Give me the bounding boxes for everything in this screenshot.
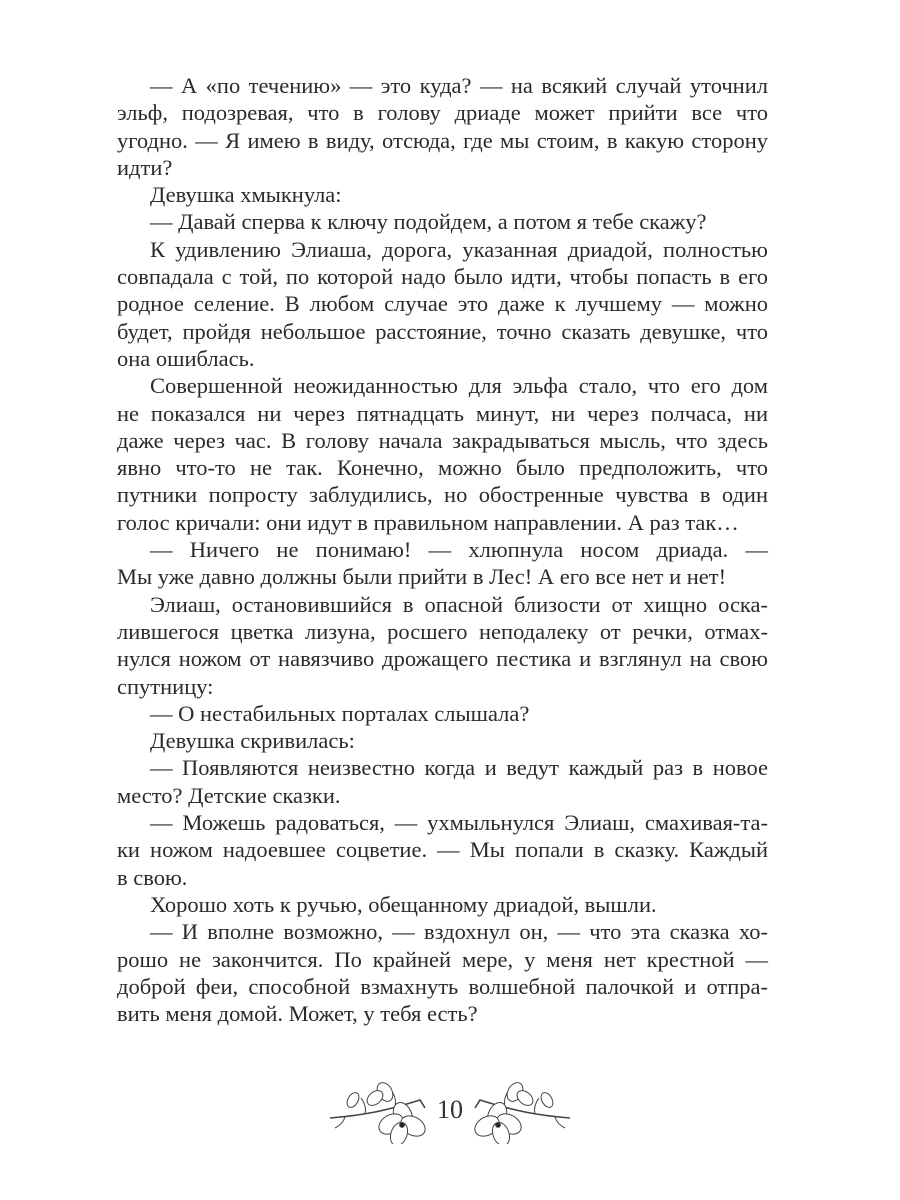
text-line: — Давай сперва к ключу подойдем, а потом я тебе скажу? bbox=[150, 209, 707, 235]
text-line: место? Детские сказки. bbox=[117, 782, 341, 808]
text-line: Совершенной неожиданностью для эльфа стало, что его дом bbox=[150, 373, 768, 399]
text-line: эльф, подозревая, что в голову дриаде может прийти все что bbox=[117, 100, 768, 126]
page-body-text bbox=[117, 72, 768, 1027]
text-line: — О нестабильных порталах слышала? bbox=[150, 700, 530, 726]
floral-branch-icon bbox=[465, 1078, 575, 1144]
text-line: совпадала с той, по которой надо было идти, чтобы попасть в его bbox=[117, 264, 768, 290]
text-line: рошо не закончится. По крайней мере, у меня нет крестной — bbox=[117, 946, 768, 972]
paragraph bbox=[117, 809, 768, 891]
text-line: путники попросту заблудились, но обостренные чувства в один bbox=[117, 482, 768, 508]
text-line: даже через час. В голову начала закрадываться мысль, что здесь bbox=[117, 427, 768, 453]
text-line: спутницу: bbox=[117, 673, 214, 699]
text-line: Элиаш, остановившийся в опасной близости от хищно оска- bbox=[150, 591, 768, 617]
text-line: Мы уже давно должны были прийти в Лес! А его все нет и нет! bbox=[117, 564, 727, 590]
paragraph bbox=[117, 891, 768, 918]
text-line: вить меня домой. Может, у тебя есть? bbox=[117, 1001, 478, 1027]
text-line: голос кричали: они идут в правильном направлении. А раз так… bbox=[117, 509, 739, 535]
text-line: будет, пройдя небольшое расстояние, точно сказать девушке, что bbox=[117, 318, 768, 344]
paragraph bbox=[117, 727, 768, 754]
text-line: идти? bbox=[117, 154, 173, 180]
text-line: угодно. — Я имею в виду, отсюда, где мы стоим, в какую сторону bbox=[117, 127, 768, 153]
text-line: — Ничего не понимаю! — хлюпнула носом дриада. — bbox=[150, 537, 768, 563]
text-line: — А «по течению» — это куда? — на всякий случай уточнил bbox=[150, 73, 768, 98]
text-line: — И вполне возможно, — вздохнул он, — что эта сказка хо- bbox=[150, 919, 768, 945]
paragraph bbox=[117, 72, 768, 181]
text-line: Хорошо хоть к ручью, обещанному дриадой, вышли. bbox=[150, 891, 657, 917]
paragraph bbox=[117, 372, 768, 536]
page-footer bbox=[0, 1078, 900, 1148]
paragraph bbox=[117, 700, 768, 727]
text-line: Девушка хмыкнула: bbox=[150, 182, 342, 208]
floral-branch-icon bbox=[325, 1078, 435, 1144]
paragraph bbox=[117, 536, 768, 591]
page-number: 10 bbox=[437, 1095, 463, 1124]
text-line: Девушка скривилась: bbox=[150, 728, 355, 754]
text-line: — Можешь радоваться, — ухмыльнулся Элиаш, смахивая-та- bbox=[150, 810, 768, 836]
text-line: ки ножом надоевшее соцветие. — Мы попали в сказку. Каждый bbox=[117, 837, 768, 863]
paragraph bbox=[117, 181, 768, 208]
paragraph bbox=[117, 591, 768, 700]
text-line: — Появляются неизвестно когда и ведут каждый раз в новое bbox=[150, 755, 768, 781]
text-line: в свою. bbox=[117, 864, 188, 890]
text-line: родное селение. В любом случае это даже к лучшему — можно bbox=[117, 291, 768, 317]
paragraph bbox=[117, 918, 768, 1027]
text-line: доброй феи, способной взмахнуть волшебной палочкой и отпра- bbox=[117, 973, 768, 999]
text-line: К удивлению Элиаша, дорога, указанная дриадой, полностью bbox=[150, 236, 768, 262]
paragraph bbox=[117, 754, 768, 809]
text-line: нулся ножом от навязчиво дрожащего пестика и взглянул на свою bbox=[117, 646, 768, 672]
paragraph bbox=[117, 208, 768, 235]
text-line: лившегося цветка лизуна, росшего неподалеку от речки, отмах- bbox=[117, 618, 768, 644]
text-line: не показался ни через пятнадцать минут, ни через полчаса, ни bbox=[117, 400, 768, 426]
text-line: она ошиблась. bbox=[117, 345, 255, 371]
paragraph bbox=[117, 236, 768, 372]
text-line: явно что-то не так. Конечно, можно было предположить, что bbox=[117, 455, 768, 481]
